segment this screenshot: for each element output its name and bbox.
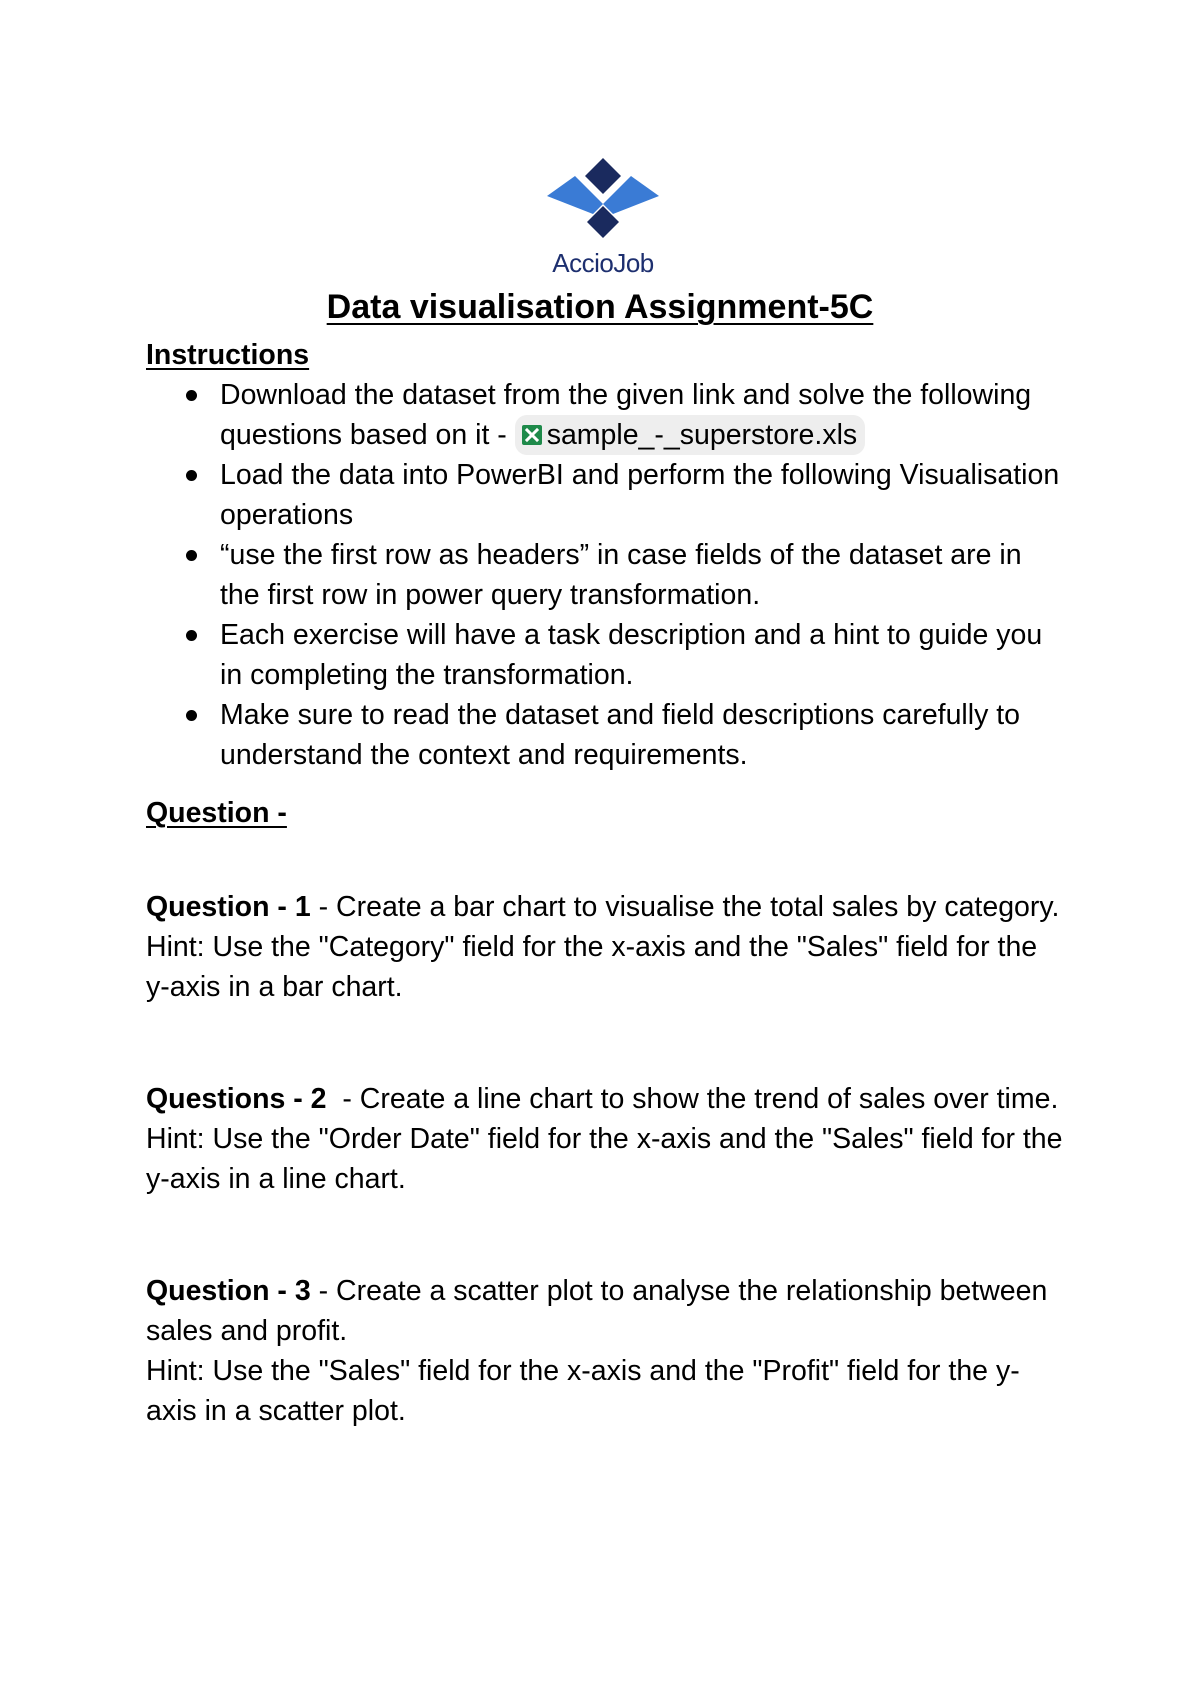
document-body — [146, 335, 1066, 1431]
question-2-text — [146, 1079, 1066, 1119]
dataset-file-name[interactable]: sample_-_superstore.xls — [546, 419, 858, 451]
spacer — [146, 775, 1066, 793]
acciojob-logo — [543, 150, 663, 280]
instruction-text: Each exercise will have a task description and a hint to guide you in completing the transformation. — [220, 619, 1043, 691]
instruction-item — [146, 695, 1066, 775]
bullet-icon — [186, 470, 197, 481]
instruction-text: Load the data into PowerBI and perform the following Visualisation operations — [220, 459, 1060, 531]
spacer — [146, 833, 1066, 887]
spacer — [146, 1007, 1066, 1079]
instruction-item — [146, 535, 1066, 615]
question-2 — [146, 1079, 1066, 1199]
instruction-text: Download the dataset from the given link and solve the following questions based on it - — [220, 379, 1032, 451]
question-1-text — [146, 887, 1066, 927]
instructions-list — [146, 375, 1066, 775]
question-section-heading: Question - — [146, 797, 287, 829]
question-3-text — [146, 1271, 1066, 1351]
question-2-hint: Hint: Use the "Order Date" field for the x-axis and the "Sales" field for the y-axis in a line chart. — [146, 1123, 1063, 1195]
question-1 — [146, 887, 1066, 1007]
instruction-item — [146, 615, 1066, 695]
bullet-icon — [186, 630, 197, 641]
bullet-icon — [186, 550, 197, 561]
dataset-file-link[interactable] — [515, 415, 865, 455]
instructions-heading: Instructions — [146, 339, 310, 371]
spacer — [146, 1199, 1066, 1271]
instruction-item — [146, 375, 1066, 455]
question-3-label: Question - 3 — [146, 1275, 311, 1307]
question-1-body: - Create a bar chart to visualise the total sales by category. — [310, 891, 1060, 923]
instruction-text: “use the first row as headers” in case fields of the dataset are in the first row in power query transformation. — [220, 539, 1022, 611]
document-title: Data visualisation Assignment-5C — [326, 288, 874, 326]
excel-file-icon — [521, 423, 543, 447]
question-3 — [146, 1271, 1066, 1431]
question-3-hint: Hint: Use the "Sales" field for the x-axis and the "Profit" field for the y-axis in a scatter plot. — [146, 1355, 1020, 1427]
question-1-label: Question - 1 — [146, 891, 311, 923]
instruction-item — [146, 455, 1066, 535]
logo-text: AccioJob — [552, 248, 654, 278]
acciojob-logo-mark — [543, 150, 663, 246]
question-3-body: - Create a scatter plot to analyse the relationship between sales and profit. — [146, 1275, 1048, 1347]
bullet-icon — [186, 390, 197, 401]
question-1-hint: Hint: Use the "Category" field for the x-axis and the "Sales" field for the y-axis in a bar chart. — [146, 931, 1038, 1003]
bullet-icon — [186, 710, 197, 721]
question-2-body: - Create a line chart to show the trend of sales over time. — [326, 1083, 1059, 1115]
instruction-text: Make sure to read the dataset and field descriptions carefully to understand the context and requirements. — [220, 699, 1021, 771]
question-2-label: Questions - 2 — [146, 1083, 327, 1115]
